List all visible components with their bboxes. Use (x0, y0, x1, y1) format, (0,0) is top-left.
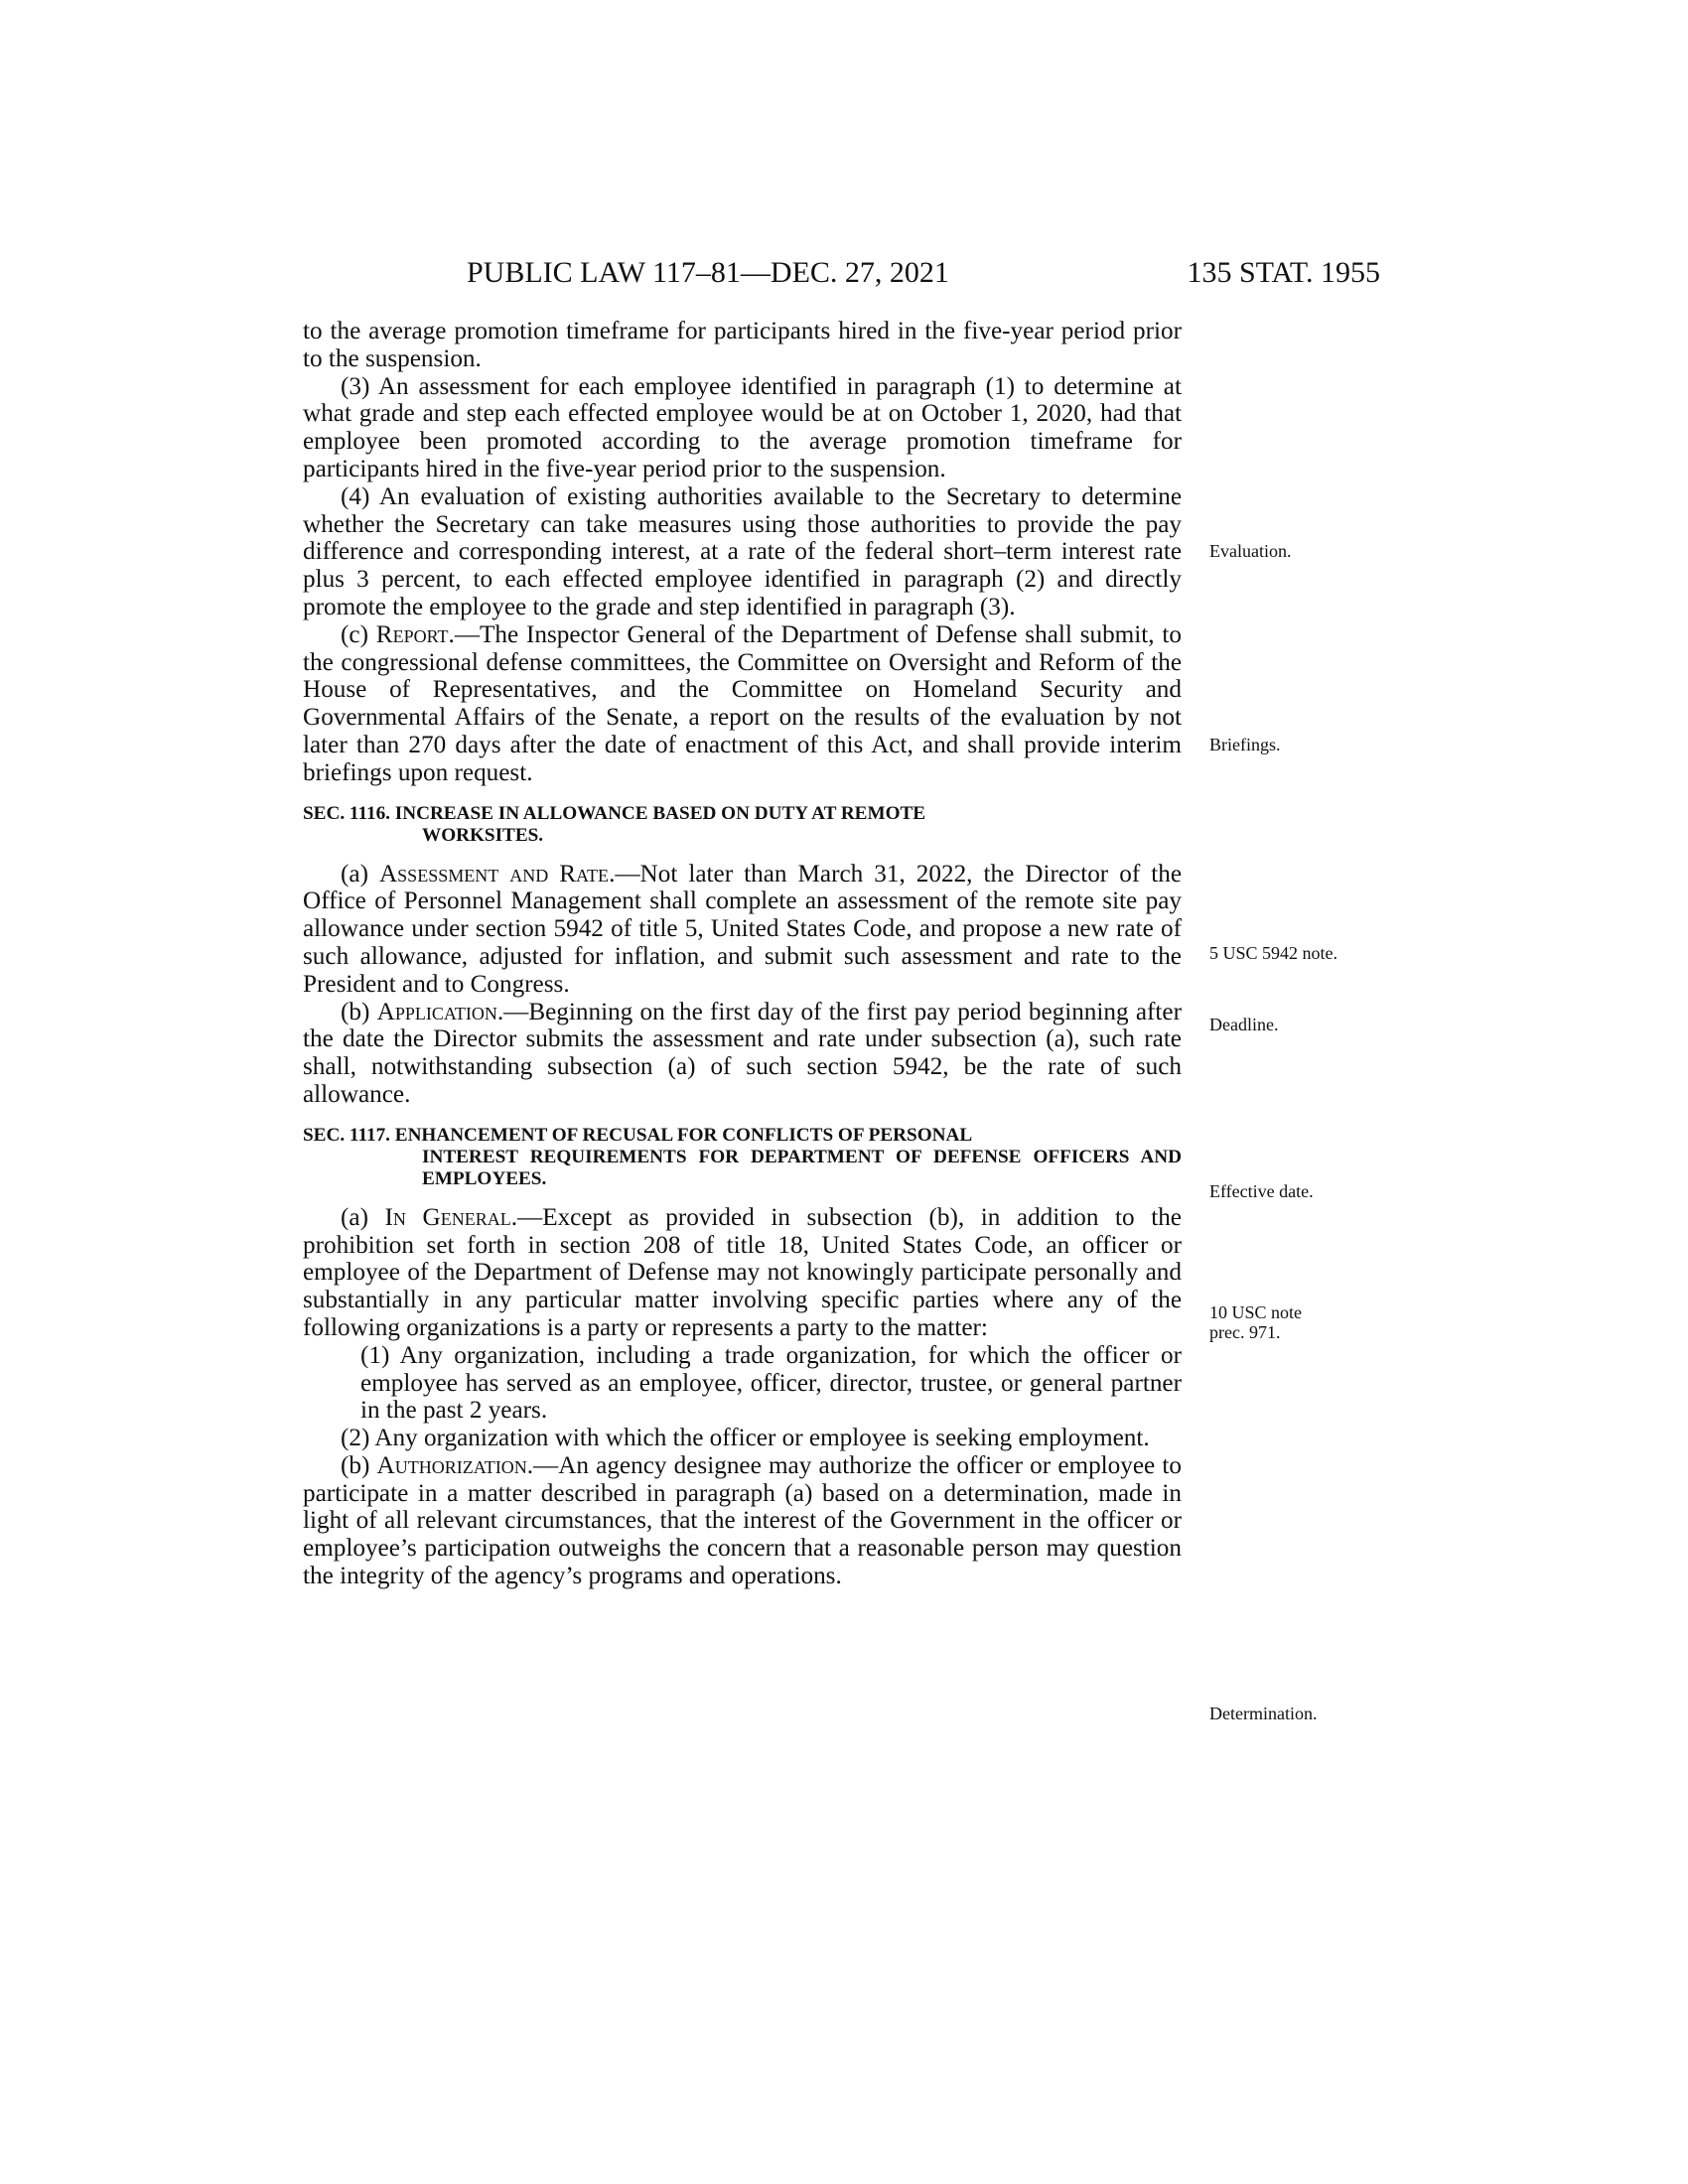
subsection-c-text: .—The Inspector General of the Department of Defense shall submit, to the congressional defense committees, the Committee on Oversight and Reform of the House of Representatives, and the Committee on Homeland Security and Governmental Affairs of the Senate, a report on the results of the evaluation by not later than 270 days after the date of enactment of this Act, and shall provide interim briefings upon request. (303, 620, 1182, 786)
section-1117-heading-line2: INTEREST REQUIREMENTS FOR DEPARTMENT OF DEFENSE OFFICERS AND EMPLOYEES. (422, 1146, 1182, 1189)
section-1117-paragraph-1 (360, 1342, 1182, 1425)
section-1117-subsection-b (303, 1452, 1182, 1590)
page-body (303, 318, 1182, 1590)
continued-paragraph: to the average promotion timeframe for participants hired in the five-year period prior to the suspension. (303, 318, 1182, 372)
subsection-c-label: (c) (341, 620, 376, 648)
s1116-b-label: (b) (341, 998, 377, 1025)
margin-note-10-usc-971-line2: prec. 971. (1209, 1322, 1281, 1342)
s1116-a-heading: Assessment and Rate (378, 860, 610, 887)
subsection-c-heading: Report (375, 620, 449, 648)
section-1117-heading (303, 1125, 1182, 1190)
page-header (298, 248, 1380, 298)
s1117-b-heading: Authorization (376, 1451, 527, 1479)
s1117-a-text: .—Except as provided in subsection (b), in addition to the prohibition set forth in section 208 of title 18, United States Code, an officer or employee of the Department of Defense may not knowingly participate personally and substantially in any particular matter involving specific parties where any of the following organizations is a party or represents a party to the matter: (303, 1203, 1182, 1341)
section-1116-subsection-a (303, 861, 1182, 999)
margin-note-briefings: Briefings. (1209, 735, 1281, 754)
margin-note-10-usc-971 (1209, 1302, 1388, 1342)
section-1116-subsection-b (303, 999, 1182, 1109)
s1116-b-heading: Application (376, 998, 497, 1025)
s1117-1-text: (1) Any organization, including a trade organization, for which the officer or employee has served as an employee, officer, director, trustee, or general partner in the past 2 years. (360, 1341, 1182, 1425)
s1117-a-label: (a) (341, 1203, 385, 1231)
section-1117-heading-line1: SEC. 1117. ENHANCEMENT OF RECUSAL FOR CONFLICTS OF PERSONAL (303, 1124, 973, 1146)
s1117-a-heading: In General (384, 1203, 511, 1231)
margin-note-evaluation: Evaluation. (1209, 541, 1292, 561)
s1116-b-text: .—Beginning on the first day of the first pay period beginning after the date the Director submits the assessment and rate under subsection (a), such rate shall, notwithstanding subsection (a) of such section 5942, be the rate of such allowance. (303, 998, 1182, 1108)
section-1116-heading-line2: WORKSITES. (422, 824, 544, 846)
section-1117-paragraph-2: (2) Any organization with which the officer or employee is seeking employment. (341, 1425, 1150, 1452)
section-1116-heading (303, 803, 1182, 847)
margin-note-deadline: Deadline. (1209, 1015, 1279, 1034)
stat-page-number: 135 STAT. 1955 (1187, 256, 1380, 289)
margin-note-5-usc-5942: 5 USC 5942 note. (1209, 943, 1338, 963)
paragraph-3: (3) An assessment for each employee identified in paragraph (1) to determine at what grade and step each effected employee would be at on October 1, 2020, had that employee been promoted according to the average promotion timeframe for participants hired in the five-year period prior to the suspension. (303, 372, 1182, 482)
margin-note-10-usc-971-line1: 10 USC note (1209, 1302, 1303, 1322)
paragraph-4: (4) An evaluation of existing authorities available to the Secretary to determine whether the Secretary can take measures using those authorities to provide the pay difference and corresponding interest, at a rate of the federal short–term interest rate plus 3 percent, to each effected employee identified in paragraph (2) and directly promote the employee to the grade and step identified in paragraph (3). (303, 482, 1182, 620)
s1117-b-text: .—An agency designee may authorize the officer or employee to participate in a matter described in paragraph (a) based on a determination, made in light of all relevant circumstances, that the interest of the Government in the officer or employee’s participation outweighs the concern that a reasonable person may question the integrity of the agency’s programs and operations. (303, 1451, 1182, 1590)
running-title: PUBLIC LAW 117–81—DEC. 27, 2021 (467, 256, 949, 289)
section-1117-subsection-a (303, 1204, 1182, 1342)
s1117-b-label: (b) (341, 1451, 377, 1479)
margin-note-effective-date: Effective date. (1209, 1181, 1314, 1201)
s1116-a-text: .—Not later than March 31, 2022, the Director of the Office of Personnel Management shall complete an assessment of the remote site pay allowance under section 5942 of title 5, United States Code, and propose a new rate of such allowance, adjusted for inflation, and submit such assessment and rate to the President and to Congress. (303, 860, 1182, 998)
s1116-a-label: (a) (341, 860, 379, 887)
section-1116-heading-line1: SEC. 1116. INCREASE IN ALLOWANCE BASED ON DUTY AT REMOTE (303, 802, 926, 824)
subsection-c-report (303, 621, 1182, 787)
margin-note-determination: Determination. (1209, 1704, 1318, 1723)
